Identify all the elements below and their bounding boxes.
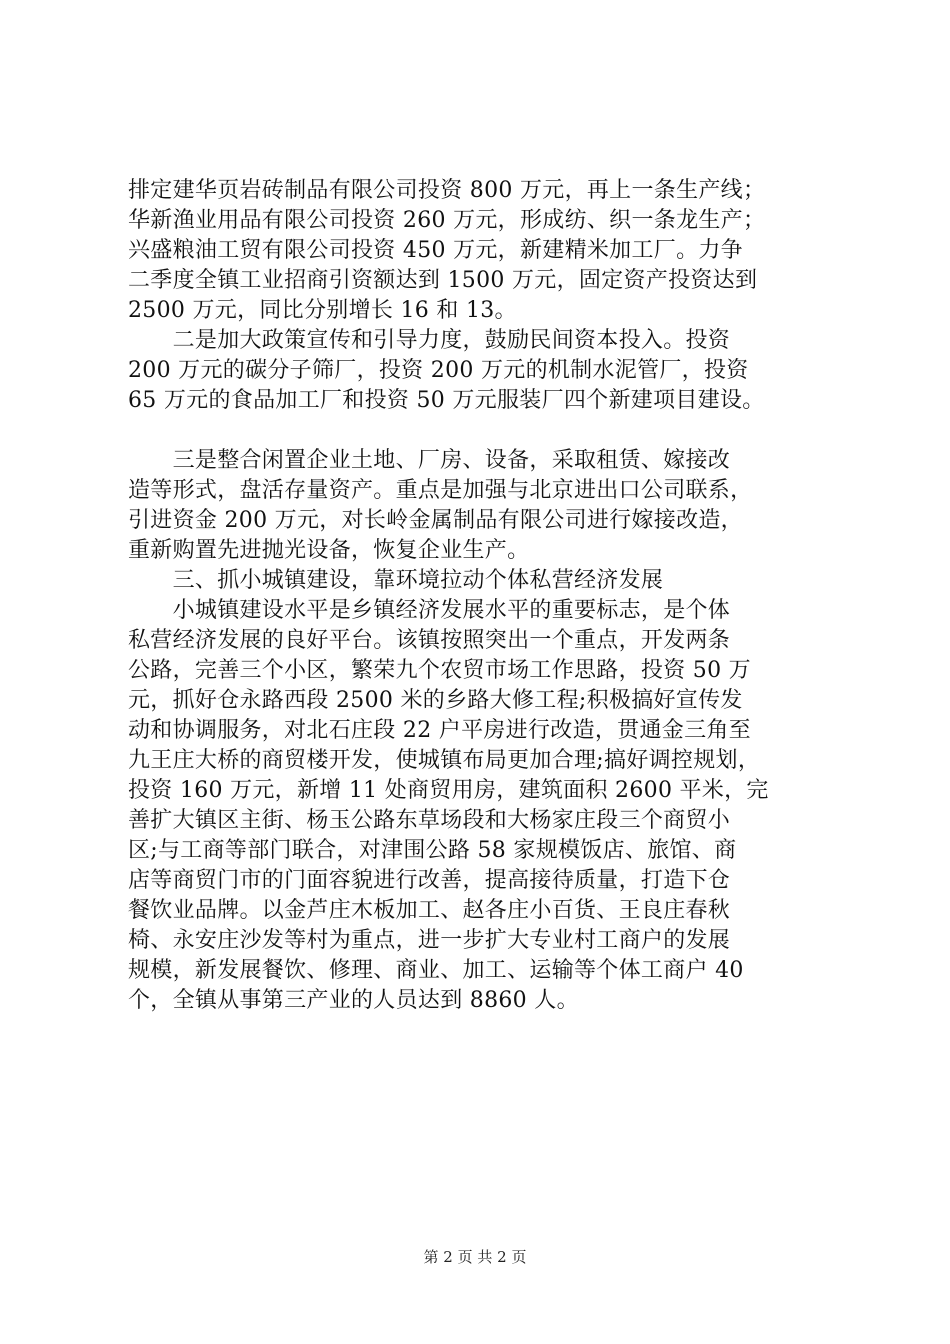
page-footer: 第 2 页 共 2 页 (423, 1248, 527, 1266)
text-line: 元，抓好仓永路西段 2500 米的乡路大修工程;积极搞好宣传发 (128, 688, 743, 713)
text-line: 三、抓小城镇建设，靠环境拉动个体私营经济发展 (128, 568, 664, 593)
text-line: 排定建华页岩砖制品有限公司投资 800 万元，再上一条生产线； (128, 178, 766, 203)
text-line: 65 万元的食品加工厂和投资 50 万元服装厂四个新建项目建设。 (128, 388, 765, 413)
text-line: 造等形式，盘活存量资产。重点是加强与北京进出口公司联系， (128, 478, 753, 503)
text-line: 九王庄大桥的商贸楼开发，使城镇布局更加合理;搞好调控规划， (128, 748, 761, 773)
text-line: 动和协调服务，对北石庄段 22 户平房进行改造，贯通金三角至 (128, 718, 751, 743)
text-line: 规模，新发展餐饮、修理、商业、加工、运输等个体工商户 40 (128, 958, 744, 983)
text-line: 三是整合闲置企业土地、厂房、设备，采取租赁、嫁接改 (128, 448, 731, 473)
text-line: 兴盛粮油工贸有限公司投资 450 万元，新建精米加工厂。力争 (128, 238, 743, 263)
text-line: 椅、永安庄沙发等村为重点，进一步扩大专业村工商户的发展 (128, 928, 731, 953)
text-line: 2500 万元，同比分别增长 16 和 13。 (128, 298, 517, 323)
text-line: 投资 160 万元，新增 11 处商贸用房，建筑面积 2600 平米，完 (128, 778, 769, 803)
text-line: 区;与工商等部门联合，对津围公路 58 家规模饭店、旅馆、商 (128, 838, 737, 863)
text-line: 私营经济发展的良好平台。该镇按照突出一个重点，开发两条 (128, 628, 731, 653)
text-line: 店等商贸门市的门面容貌进行改善，提高接待质量，打造下仓 (128, 868, 731, 893)
text-line: 引进资金 200 万元，对长岭金属制品有限公司进行嫁接改造， (128, 508, 743, 533)
text-line: 小城镇建设水平是乡镇经济发展水平的重要标志，是个体 (128, 598, 731, 623)
text-line: 个，全镇从事第三产业的人员达到 8860 人。 (128, 988, 579, 1013)
text-line: 重新购置先进抛光设备，恢复企业生产。 (128, 538, 530, 563)
text-line: 善扩大镇区主街、杨玉公路东草场段和大杨家庄段三个商贸小 (128, 808, 731, 833)
text-line: 公路，完善三个小区，繁荣九个农贸市场工作思路，投资 50 万 (128, 658, 751, 683)
text-line: 200 万元的碳分子筛厂，投资 200 万元的机制水泥管厂，投资 (128, 358, 749, 383)
blank-line (128, 416, 828, 446)
text-line: 二是加大政策宣传和引导力度，鼓励民间资本投入。投资 (128, 328, 731, 353)
text-line: 餐饮业品牌。以金芦庄木板加工、赵各庄小百货、王良庄春秋 (128, 898, 731, 923)
text-line: 华新渔业用品有限公司投资 260 万元，形成纺、织一条龙生产； (128, 208, 766, 233)
text-line: 二季度全镇工业招商引资额达到 1500 万元，固定资产投资达到 (128, 268, 758, 293)
document-body (128, 176, 828, 1016)
